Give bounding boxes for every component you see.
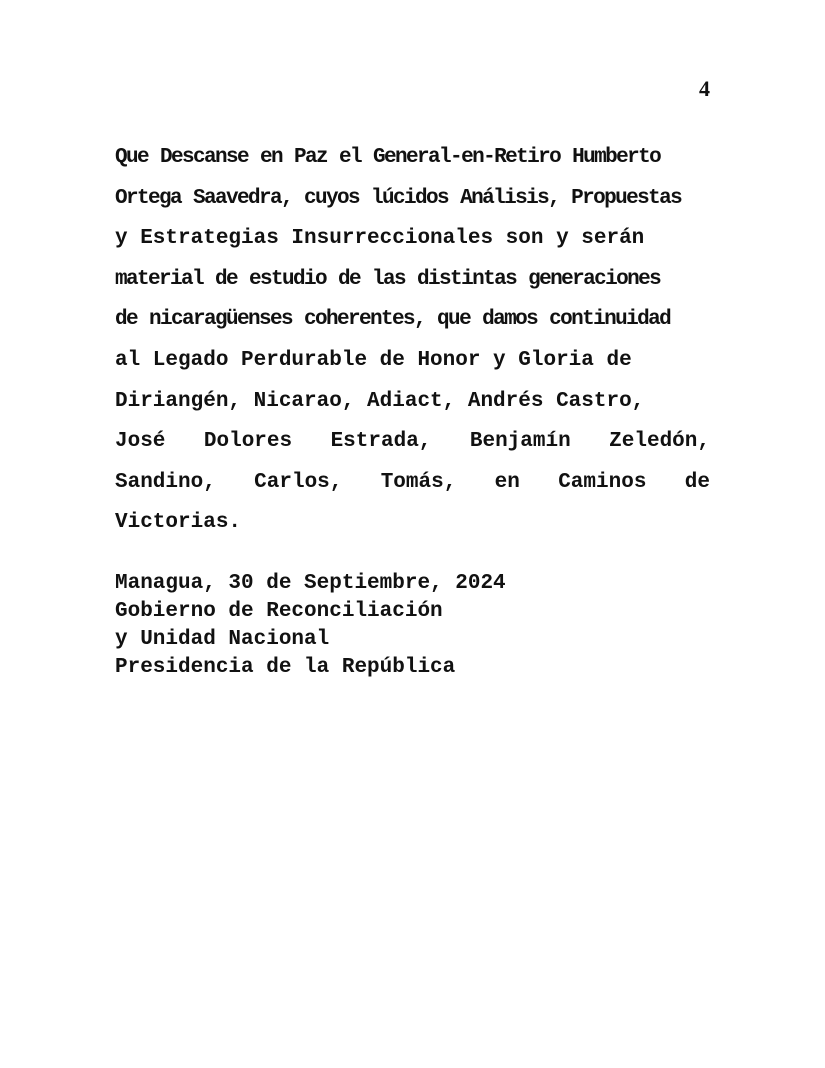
line-9-word: de <box>684 470 710 494</box>
paragraph-line-2: Ortega Saavedra, cuyos lúcidos Análisis, Propuestas <box>115 186 682 210</box>
signature-block <box>115 570 715 682</box>
statement-paragraph <box>115 138 710 544</box>
paragraph-line-8 <box>115 422 710 463</box>
paragraph-line-3: y Estrategias Insurreccionales son y serán <box>115 227 645 251</box>
page-number: 4 <box>699 76 710 101</box>
line-9-word: en <box>494 470 520 494</box>
paragraph-line-10: Victorias. <box>115 511 242 535</box>
paragraph-line-5: de nicaragüenses coherentes, que damos continuidad <box>115 308 671 332</box>
paragraph-line-9 <box>115 463 710 504</box>
paragraph-line-7: Diriangén, Nicarao, Adiact, Andrés Castro, <box>115 389 645 413</box>
line-9-word: Carlos, <box>254 470 343 494</box>
paragraph-line-6: al Legado Perdurable de Honor y Gloria de <box>115 348 632 372</box>
line-8-word: Zeledón, <box>609 430 710 454</box>
paragraph-line-4: material de estudio de las distintas generaciones <box>115 267 661 291</box>
paragraph-line-1: Que Descanse en Paz el General-en-Retiro Humberto <box>115 146 661 169</box>
line-8-word: Dolores <box>203 430 293 454</box>
government-name-line-1: Gobierno de Reconciliación <box>115 600 443 623</box>
line-9-word: Sandino, <box>115 470 216 494</box>
place-date: Managua, 30 de Septiembre, 2024 <box>115 572 506 595</box>
issuing-office: Presidencia de la República <box>115 656 456 679</box>
government-name-line-2: y Unidad Nacional <box>115 628 330 651</box>
line-9-word: Tomás, <box>380 470 457 494</box>
line-8-word: Estrada, <box>330 430 432 454</box>
line-8-word: José <box>115 430 166 454</box>
line-9-word: Caminos <box>558 470 647 494</box>
line-8-word: Benjamín <box>469 430 571 454</box>
